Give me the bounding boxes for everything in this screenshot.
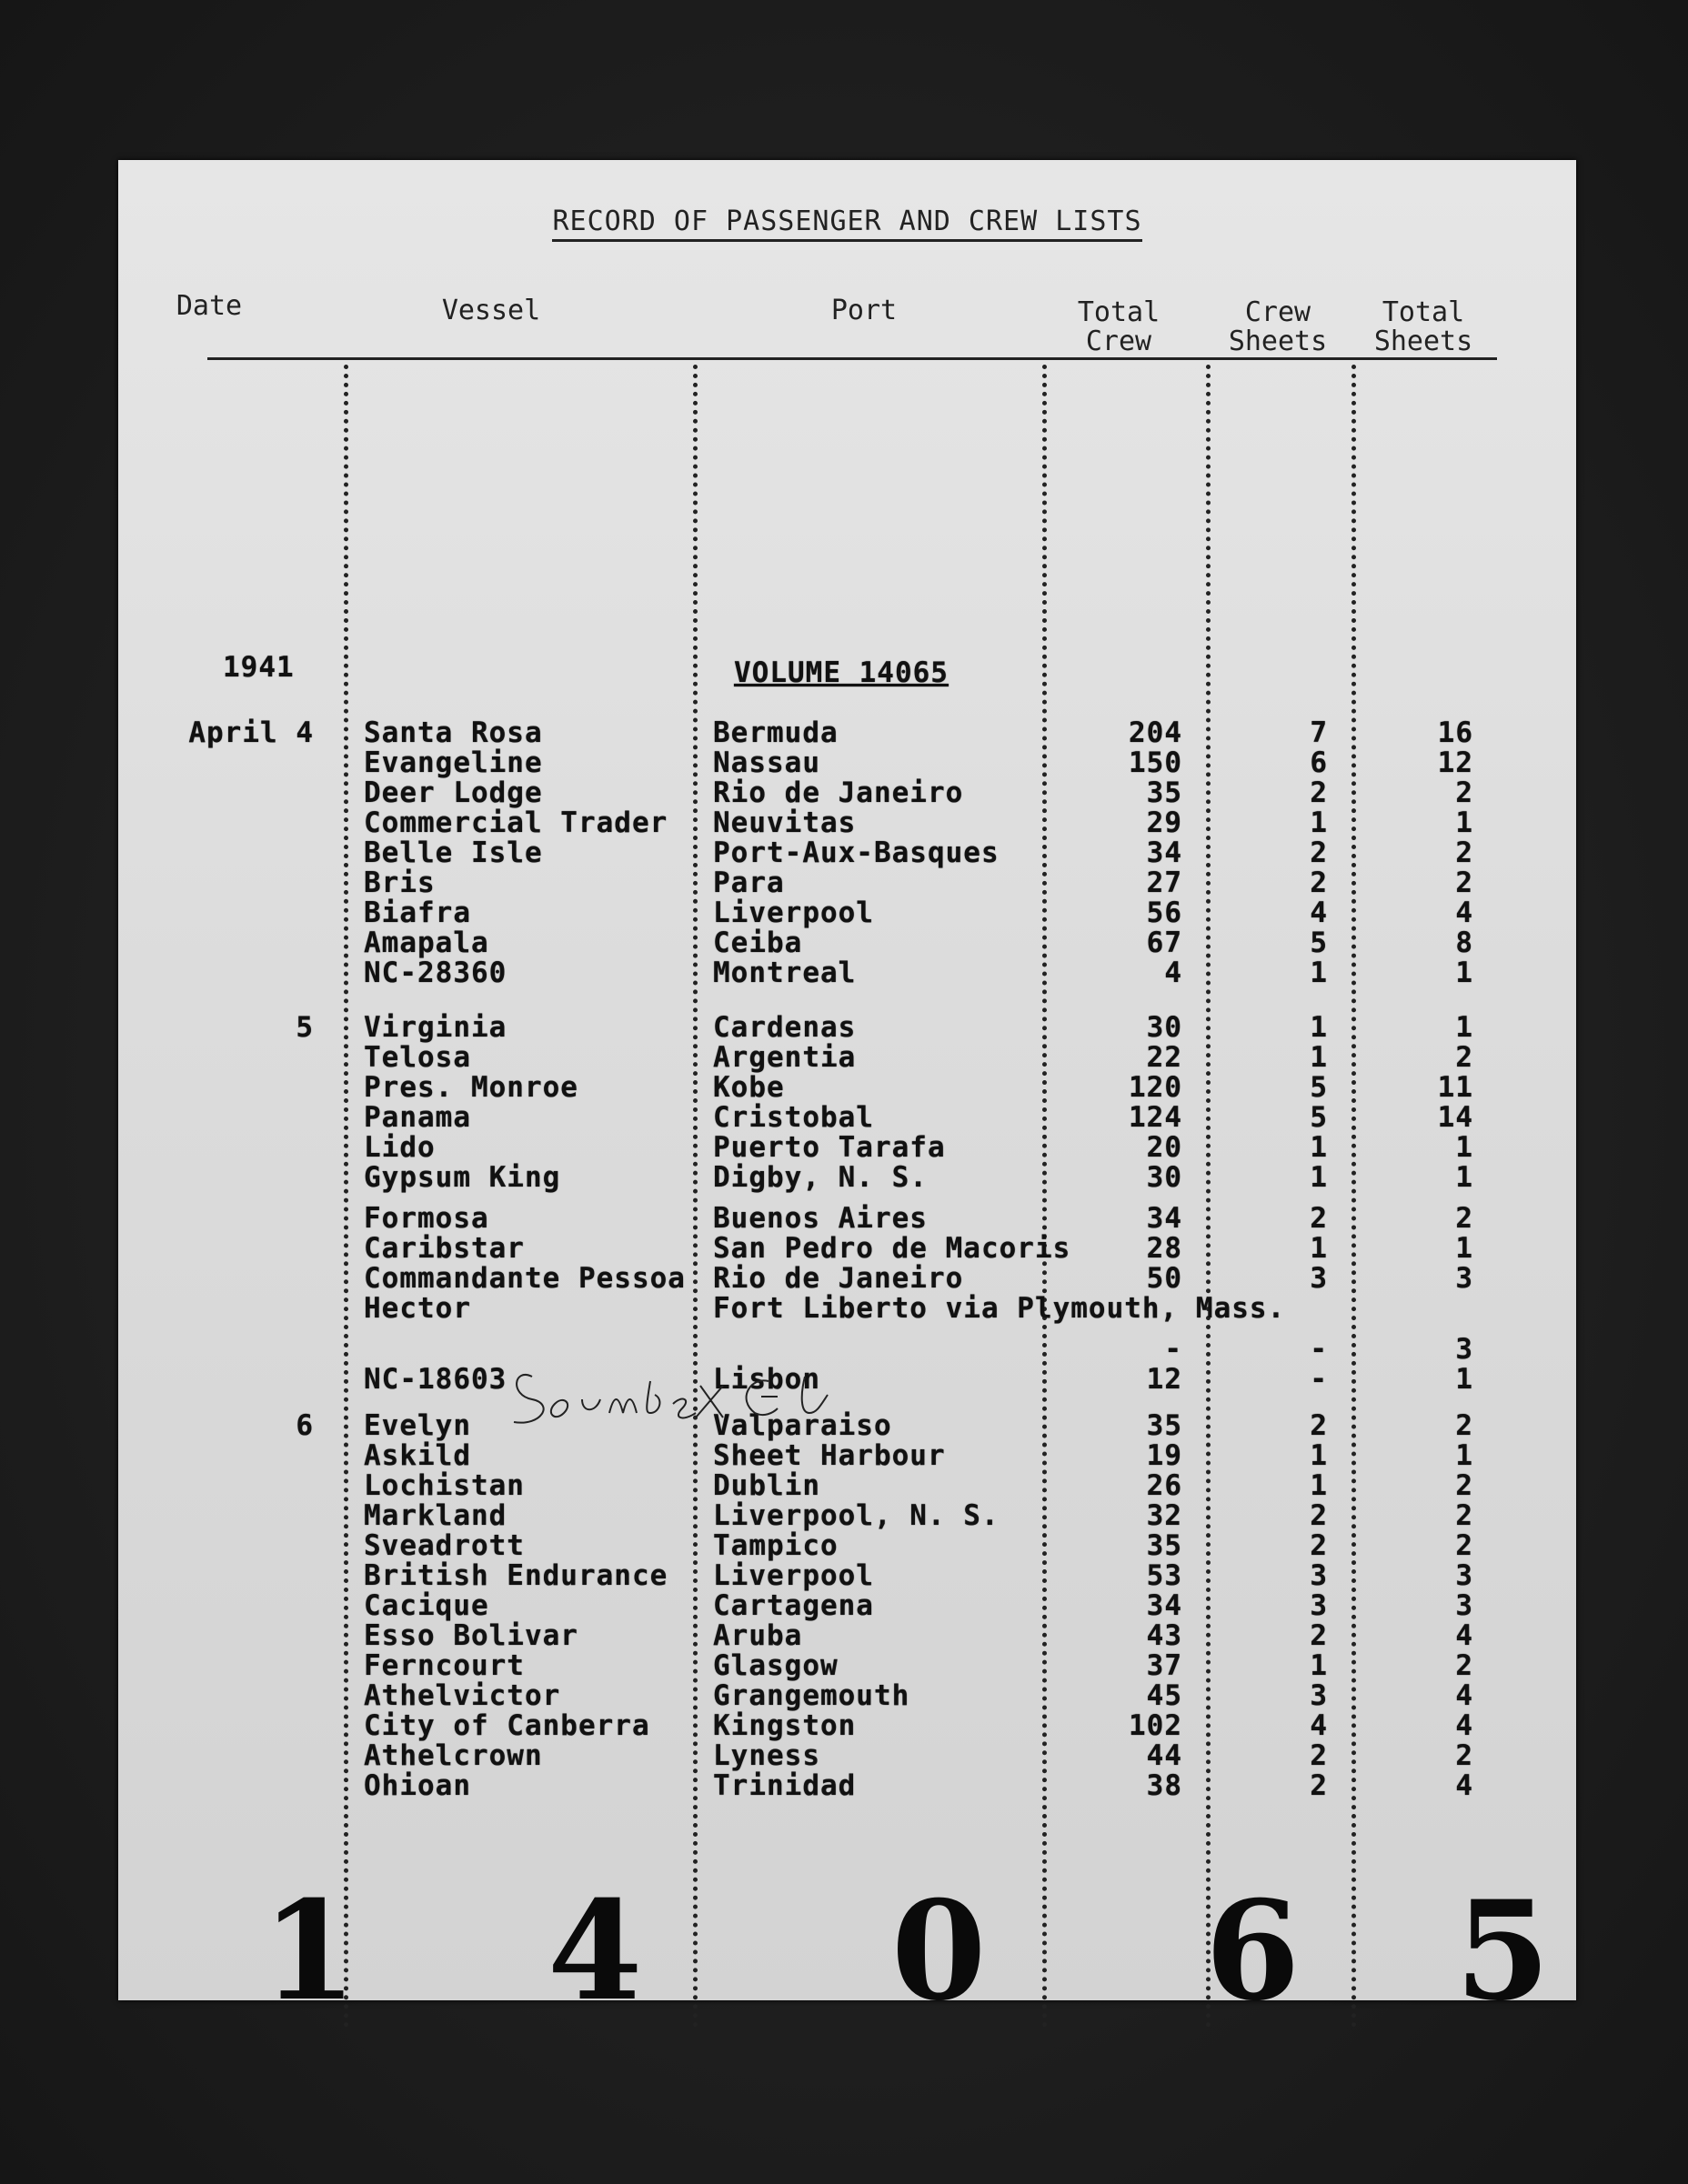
port-cell: Aruba [713, 1619, 803, 1652]
total-crew-cell: 29 [1146, 806, 1182, 839]
total-sheets-cell: 3 [1455, 1559, 1473, 1592]
port-cell: Rio de Janeiro [713, 776, 964, 809]
total-sheets-cell: 1 [1455, 1363, 1473, 1396]
total-sheets-cell: 4 [1455, 1619, 1473, 1652]
crew-sheets-cell: 1 [1310, 1649, 1328, 1682]
header-total-crew [1060, 298, 1178, 356]
header-crew-sheets [1214, 298, 1341, 356]
header-total-crew-line1: Total [1077, 296, 1160, 328]
crew-sheets-cell: 3 [1310, 1262, 1328, 1295]
port-cell: Port-Aux-Basques [713, 837, 1000, 869]
header-total-sheets [1360, 298, 1487, 356]
vessel-cell: Cacique [364, 1589, 489, 1622]
port-cell: Digby, N. S. [713, 1161, 928, 1194]
crew-sheets-cell: 2 [1310, 1499, 1328, 1532]
port-cell: Glasgow [713, 1649, 839, 1682]
crew-sheets-cell: 4 [1310, 1709, 1328, 1742]
crew-sheets-cell: 4 [1310, 897, 1328, 929]
header-port: Port [830, 295, 898, 326]
volume-digit-5: 5 [1455, 1871, 1551, 2031]
total-sheets-cell: 1 [1455, 1161, 1473, 1194]
total-crew-cell: 35 [1146, 776, 1182, 809]
total-sheets-cell: 11 [1437, 1071, 1473, 1104]
vessel-cell: Panama [364, 1101, 471, 1134]
total-sheets-cell: 2 [1455, 1409, 1473, 1442]
document-page [118, 160, 1576, 2031]
port-cell: Grangemouth [713, 1679, 910, 1712]
port-cell: Cartagena [713, 1589, 874, 1622]
port-cell: Nassau [713, 746, 820, 779]
volume-digit-4: 6 [1205, 1871, 1301, 2031]
total-sheets-cell: 1 [1455, 957, 1473, 989]
total-sheets-cell: 2 [1455, 1202, 1473, 1235]
total-crew-cell: 27 [1146, 867, 1182, 899]
vessel-cell: Formosa [364, 1202, 489, 1235]
vessel-cell: British Endurance [364, 1559, 668, 1592]
crew-sheets-cell: 7 [1310, 716, 1328, 749]
crew-sheets-cell: 2 [1310, 1409, 1328, 1442]
crew-sheets-cell: 1 [1310, 1439, 1328, 1472]
port-cell: Cardenas [713, 1011, 857, 1044]
total-crew-cell: 30 [1146, 1011, 1182, 1044]
header-vessel: Vessel [441, 295, 541, 326]
vessel-cell: Hector [364, 1292, 471, 1325]
total-crew-cell: 35 [1146, 1409, 1182, 1442]
port-cell: Rio de Janeiro [713, 1262, 964, 1295]
crew-sheets-cell: 5 [1310, 1071, 1328, 1104]
total-crew-cell: 32 [1146, 1499, 1182, 1532]
port-cell: Ceiba [713, 927, 803, 959]
crew-sheets-cell: 2 [1310, 1202, 1328, 1235]
port-cell: Kingston [713, 1709, 857, 1742]
total-crew-cell: 30 [1146, 1161, 1182, 1194]
vessel-cell: Lochistan [364, 1469, 525, 1502]
total-crew-cell: 50 [1146, 1262, 1182, 1295]
crew-sheets-cell: 1 [1310, 1469, 1328, 1502]
total-sheets-cell: 1 [1455, 1439, 1473, 1472]
total-sheets-cell: 12 [1437, 746, 1473, 779]
port-cell: Cristobal [713, 1101, 874, 1134]
total-sheets-cell: 2 [1455, 776, 1473, 809]
vessel-cell: Telosa [364, 1041, 471, 1074]
vessel-cell: Belle Isle [364, 837, 543, 869]
crew-sheets-cell: 2 [1310, 837, 1328, 869]
crew-sheets-cell: 2 [1310, 867, 1328, 899]
crew-sheets-cell: 2 [1310, 1769, 1328, 1802]
vessel-cell: Esso Bolivar [364, 1619, 578, 1652]
crew-sheets-cell: 1 [1310, 1131, 1328, 1164]
vessel-cell: Ferncourt [364, 1649, 525, 1682]
total-sheets-cell: 4 [1455, 897, 1473, 929]
total-crew-cell: 34 [1146, 1202, 1182, 1235]
crew-sheets-cell: 3 [1310, 1589, 1328, 1622]
vessel-cell: Biafra [364, 897, 471, 929]
total-sheets-cell: 2 [1455, 1649, 1473, 1682]
vessel-cell: Commandante Pessoa [364, 1262, 686, 1295]
port-cell: Lyness [713, 1739, 820, 1772]
port-cell: Kobe [713, 1071, 785, 1104]
header-crew-sheets-line1: Crew [1244, 296, 1311, 328]
total-sheets-cell: 2 [1455, 1739, 1473, 1772]
port-cell: Dublin [713, 1469, 820, 1502]
document-title: RECORD OF PASSENGER AND CREW LISTS [118, 205, 1576, 237]
crew-sheets-cell: 2 [1310, 1739, 1328, 1772]
vessel-cell: Santa Rosa [364, 716, 543, 749]
port-cell: Trinidad [713, 1769, 857, 1802]
handwritten-signature [505, 1358, 850, 1431]
volume-digit-3: 0 [891, 1871, 987, 2031]
vessel-cell: Virginia [364, 1011, 507, 1044]
date-cell: 5 [296, 1011, 314, 1044]
total-crew-cell: 67 [1146, 927, 1182, 959]
crew-sheets-cell: 3 [1310, 1679, 1328, 1712]
total-sheets-cell: 1 [1455, 1011, 1473, 1044]
date-cell: 6 [296, 1409, 314, 1442]
port-cell: Lisbon [713, 1363, 820, 1396]
crew-sheets-cell: - [1310, 1363, 1328, 1396]
port-cell: Argentia [713, 1041, 857, 1074]
volume-digit-1: 1 [262, 1871, 357, 2031]
port-cell: Liverpool, N. S. [713, 1499, 1000, 1532]
total-sheets-cell: 2 [1455, 1041, 1473, 1074]
total-sheets-cell: 2 [1455, 1499, 1473, 1532]
vessel-cell: Evelyn [364, 1409, 471, 1442]
crew-sheets-cell: 2 [1310, 776, 1328, 809]
total-crew-cell: 53 [1146, 1559, 1182, 1592]
port-cell: Tampico [713, 1529, 839, 1562]
total-crew-cell: 38 [1146, 1769, 1182, 1802]
total-crew-cell: 204 [1129, 716, 1182, 749]
column-divider-5 [1351, 365, 1356, 2029]
crew-sheets-cell: 6 [1310, 746, 1328, 779]
port-cell: Para [713, 867, 785, 899]
total-crew-cell: 34 [1146, 1589, 1182, 1622]
total-crew-cell: 19 [1146, 1439, 1182, 1472]
vessel-cell: Amapala [364, 927, 489, 959]
total-crew-cell: 28 [1146, 1232, 1182, 1265]
crew-sheets-cell: 1 [1310, 1161, 1328, 1194]
total-sheets-cell: 2 [1455, 837, 1473, 869]
crew-sheets-cell: 1 [1310, 957, 1328, 989]
vessel-cell: Evangeline [364, 746, 543, 779]
port-cell: Bermuda [713, 716, 839, 749]
crew-sheets-cell: 2 [1310, 1619, 1328, 1652]
port-cell: Buenos Aires [713, 1202, 928, 1235]
total-crew-cell: 45 [1146, 1679, 1182, 1712]
total-crew-cell: 22 [1146, 1041, 1182, 1074]
total-sheets-cell: 16 [1437, 716, 1473, 749]
total-crew-cell: 20 [1146, 1131, 1182, 1164]
vessel-cell: Commercial Trader [364, 806, 668, 839]
total-sheets-cell: 1 [1455, 1131, 1473, 1164]
vessel-cell: Caribstar [364, 1232, 525, 1265]
port-cell: San Pedro de Macoris [713, 1232, 1071, 1265]
column-divider-1 [344, 365, 348, 2029]
total-sheets-cell: 14 [1437, 1101, 1473, 1134]
total-sheets-cell: 1 [1455, 806, 1473, 839]
total-sheets-cell: 3 [1455, 1333, 1473, 1366]
header-crew-sheets-line2: Sheets [1228, 326, 1328, 357]
vessel-cell: Athelvictor [364, 1679, 561, 1712]
vessel-cell: Pres. Monroe [364, 1071, 578, 1104]
header-date: Date [176, 290, 243, 322]
total-crew-cell: 35 [1146, 1529, 1182, 1562]
total-crew-cell: 26 [1146, 1469, 1182, 1502]
port-cell: Puerto Tarafa [713, 1131, 946, 1164]
total-crew-cell: 44 [1146, 1739, 1182, 1772]
crew-sheets-cell: 2 [1310, 1529, 1328, 1562]
crew-sheets-cell: 1 [1310, 806, 1328, 839]
total-sheets-cell: 2 [1455, 1529, 1473, 1562]
header-total-sheets-line2: Sheets [1373, 326, 1473, 357]
vessel-cell: Bris [364, 867, 436, 899]
crew-sheets-cell: 5 [1310, 927, 1328, 959]
total-crew-cell: 150 [1129, 746, 1182, 779]
port-cell: Liverpool [713, 897, 874, 929]
vessel-cell: City of Canberra [364, 1709, 650, 1742]
port-cell: Fort Liberto via Plymouth, Mass. [713, 1292, 1286, 1325]
vessel-cell: Ohioan [364, 1769, 471, 1802]
total-crew-cell: 37 [1146, 1649, 1182, 1682]
vessel-cell: Sveadrott [364, 1529, 525, 1562]
total-sheets-cell: 4 [1455, 1679, 1473, 1712]
total-sheets-cell: 2 [1455, 867, 1473, 899]
crew-sheets-cell: - [1310, 1333, 1328, 1366]
total-crew-cell: 120 [1129, 1071, 1182, 1104]
port-cell: Montreal [713, 957, 857, 989]
total-crew-cell: - [1164, 1333, 1182, 1366]
total-crew-cell: 4 [1164, 957, 1182, 989]
port-cell: Liverpool [713, 1559, 874, 1592]
header-total-sheets-line1: Total [1382, 296, 1465, 328]
header-rule [207, 357, 1497, 360]
port-cell: Sheet Harbour [713, 1439, 946, 1472]
total-crew-cell: 34 [1146, 837, 1182, 869]
crew-sheets-cell: 5 [1310, 1101, 1328, 1134]
total-sheets-cell: 3 [1455, 1262, 1473, 1295]
volume-label: VOLUME 14065 [734, 656, 949, 689]
vessel-cell: Athelcrown [364, 1739, 543, 1772]
vessel-cell: Askild [364, 1439, 471, 1472]
total-crew-cell: 102 [1129, 1709, 1182, 1742]
port-cell: Neuvitas [713, 806, 857, 839]
vessel-cell: Deer Lodge [364, 776, 543, 809]
crew-sheets-cell: 1 [1310, 1232, 1328, 1265]
total-sheets-cell: 8 [1455, 927, 1473, 959]
volume-digit-2: 4 [548, 1871, 643, 2031]
vessel-cell: Lido [364, 1131, 436, 1164]
year-label: 1941 [223, 651, 295, 684]
vessel-cell: Markland [364, 1499, 507, 1532]
total-crew-cell: 12 [1146, 1363, 1182, 1396]
total-sheets-cell: 3 [1455, 1589, 1473, 1622]
total-crew-cell: 124 [1129, 1101, 1182, 1134]
total-sheets-cell: 4 [1455, 1769, 1473, 1802]
crew-sheets-cell: 3 [1310, 1559, 1328, 1592]
total-crew-cell: 43 [1146, 1619, 1182, 1652]
total-crew-cell: 56 [1146, 897, 1182, 929]
vessel-cell: NC-18603 [364, 1363, 507, 1396]
vessel-cell: Gypsum King [364, 1161, 561, 1194]
crew-sheets-cell: 1 [1310, 1011, 1328, 1044]
header-total-crew-line2: Crew [1085, 326, 1152, 357]
total-sheets-cell: 4 [1455, 1709, 1473, 1742]
total-sheets-cell: 2 [1455, 1469, 1473, 1502]
port-cell: Valparaiso [713, 1409, 892, 1442]
total-sheets-cell: 1 [1455, 1232, 1473, 1265]
date-cell: April 4 [188, 716, 314, 749]
crew-sheets-cell: 1 [1310, 1041, 1328, 1074]
vessel-cell: NC-28360 [364, 957, 507, 989]
